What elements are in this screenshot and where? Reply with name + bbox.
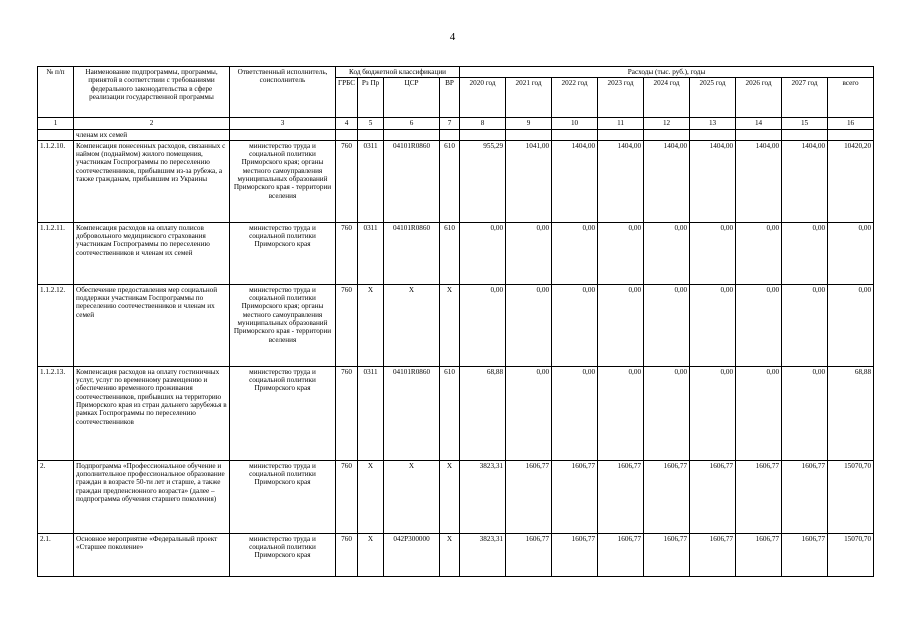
column-number: 2 [74, 118, 230, 129]
row-value: 0,00 [552, 366, 598, 460]
header-total: всего [828, 78, 874, 118]
table-row [38, 366, 874, 460]
row-rzpr: 0311 [358, 222, 384, 284]
column-number: 4 [336, 118, 358, 129]
row-value: 1606,77 [598, 460, 644, 533]
row-num: 1.1.2.12. [38, 284, 74, 366]
header-vr: ВР [440, 78, 460, 118]
row-value: 0,00 [690, 222, 736, 284]
column-number: 1 [38, 118, 74, 129]
header-year: 2025 год [690, 78, 736, 118]
header-year: 2022 год [552, 78, 598, 118]
row-num: 1.1.2.10. [38, 140, 74, 222]
row-executor: министерство труда и социальной политики Приморского края [230, 222, 336, 284]
row-value: 1606,77 [736, 533, 782, 576]
column-number: 7 [440, 118, 460, 129]
row-value: 1606,77 [644, 460, 690, 533]
header-year: 2023 год [598, 78, 644, 118]
row-value: 1606,77 [506, 533, 552, 576]
row-total: 0,00 [828, 284, 874, 366]
row-vr: Х [440, 284, 460, 366]
column-number: 3 [230, 118, 336, 129]
header-rzpr: Рз Пр [358, 78, 384, 118]
column-number: 15 [782, 118, 828, 129]
column-number: 8 [460, 118, 506, 129]
row-rzpr: Х [358, 460, 384, 533]
row-value: 0,00 [690, 366, 736, 460]
row-value: 1404,00 [690, 140, 736, 222]
row-value: 0,00 [644, 222, 690, 284]
row-grbs: 760 [336, 284, 358, 366]
row-value: 1404,00 [552, 140, 598, 222]
row-value: 1606,77 [736, 460, 782, 533]
row-num: 2.1. [38, 533, 74, 576]
row-value: 0,00 [782, 284, 828, 366]
header-csr: ЦСР [384, 78, 440, 118]
column-number: 16 [828, 118, 874, 129]
row-name: Компенсация понесенных расходов, связанных с наймом (поднаймом) жилого помещения, участникам Госпрограммы по переселению соотечественников, прибывшим из-за рубежа, а также гражданам, прибывшим из Украины [74, 140, 230, 222]
header-year: 2027 год [782, 78, 828, 118]
column-number: 11 [598, 118, 644, 129]
row-vr: 610 [440, 366, 460, 460]
header-year: 2024 год [644, 78, 690, 118]
row-value: 0,00 [506, 222, 552, 284]
row-total: 15070,70 [828, 460, 874, 533]
row-value: 0,00 [736, 284, 782, 366]
row-value: 1606,77 [690, 460, 736, 533]
table-row [38, 140, 874, 222]
row-value: 0,00 [782, 222, 828, 284]
row-total: 68,88 [828, 366, 874, 460]
header-budget-code: Код бюджетной классификации [336, 67, 460, 78]
header-expenses: Расходы (тыс. руб.), годы [460, 67, 874, 78]
row-vr: 610 [440, 222, 460, 284]
row-csr: 04101R0860 [384, 222, 440, 284]
row-value: 1404,00 [598, 140, 644, 222]
row-total: 0,00 [828, 222, 874, 284]
row-executor: министерство труда и социальной политики Приморского края [230, 460, 336, 533]
row-value: 1606,77 [552, 533, 598, 576]
column-number: 6 [384, 118, 440, 129]
row-rzpr: Х [358, 533, 384, 576]
row-value: 3823,31 [460, 533, 506, 576]
row-value: 0,00 [736, 222, 782, 284]
row-value: 1606,77 [552, 460, 598, 533]
row-csr: Х [384, 284, 440, 366]
row-value: 1606,77 [506, 460, 552, 533]
row-name: Подпрограмма «Профессиональное обучение и дополнительное профессиональное образование граждан в возрасте 50-ти лет и старше, а также граждан предпенсионного возраста» (далее – подпрограмма обучения старшего поколения) [74, 460, 230, 533]
row-value: 0,00 [598, 222, 644, 284]
row-vr: 610 [440, 140, 460, 222]
row-value: 955,29 [460, 140, 506, 222]
column-number: 10 [552, 118, 598, 129]
row-value: 1404,00 [782, 140, 828, 222]
row-value: 1404,00 [736, 140, 782, 222]
row-total: 15070,70 [828, 533, 874, 576]
row-rzpr: 0311 [358, 366, 384, 460]
table-row [38, 284, 874, 366]
row-grbs: 760 [336, 140, 358, 222]
row-name: Компенсация расходов на оплату гостиничных услуг, услуг по временному размещению и обеспечению временного проживания соотечественников, прибывших на территорию Приморского края из стран дальнего зарубежья в рамках Госпрограммы по переселению соотечественников [74, 366, 230, 460]
row-value: 1606,77 [644, 533, 690, 576]
row-value: 0,00 [690, 284, 736, 366]
header-executor: Ответственный исполнитель, соисполнитель [230, 67, 336, 118]
table-row [38, 460, 874, 533]
row-value: 68,88 [460, 366, 506, 460]
row-total: 10420,20 [828, 140, 874, 222]
row-grbs: 760 [336, 533, 358, 576]
page-number: 4 [449, 31, 456, 43]
column-number: 9 [506, 118, 552, 129]
column-number: 12 [644, 118, 690, 129]
row-executor: министерство труда и социальной политики Приморского края; органы местного самоуправления муниципальных образований Приморского края - территории вселения [230, 284, 336, 366]
row-executor: министерство труда и социальной политики Приморского края [230, 533, 336, 576]
header-year: 2026 год [736, 78, 782, 118]
row-value: 0,00 [460, 222, 506, 284]
row-vr: Х [440, 533, 460, 576]
row-value: 0,00 [644, 284, 690, 366]
table-row [38, 533, 874, 576]
row-value: 1606,77 [598, 533, 644, 576]
row-vr: Х [440, 460, 460, 533]
expenses-table [37, 66, 874, 577]
row-value: 1606,77 [690, 533, 736, 576]
row-value: 3823,31 [460, 460, 506, 533]
row-name: Основное мероприятие «Федеральный проект «Старшее поколение» [74, 533, 230, 576]
row-value: 0,00 [644, 366, 690, 460]
column-number: 13 [690, 118, 736, 129]
row-value: 0,00 [552, 284, 598, 366]
row-value: 0,00 [506, 366, 552, 460]
column-number: 5 [358, 118, 384, 129]
column-number: 14 [736, 118, 782, 129]
row-grbs: 760 [336, 460, 358, 533]
header-num: № п/п [38, 67, 74, 118]
row-value: 1041,00 [506, 140, 552, 222]
row-value: 0,00 [460, 284, 506, 366]
row-value: 0,00 [598, 366, 644, 460]
row-rzpr: Х [358, 284, 384, 366]
row-grbs: 760 [336, 366, 358, 460]
row-value: 0,00 [506, 284, 552, 366]
row-csr: 04101R0860 [384, 140, 440, 222]
row-value: 0,00 [598, 284, 644, 366]
row-name: Компенсация расходов на оплату полисов добровольного медицинского страхования участникам Госпрограммы по переселению соотечественников и членам их семей [74, 222, 230, 284]
row-name: Обеспечение предоставления мер социальной поддержки участникам Госпрограммы по переселению соотечественников и членам их семей [74, 284, 230, 366]
row-value: 0,00 [552, 222, 598, 284]
header-year: 2021 год [506, 78, 552, 118]
row-grbs: 760 [336, 222, 358, 284]
row-num: 1.1.2.11. [38, 222, 74, 284]
row-rzpr: 0311 [358, 140, 384, 222]
header-year: 2020 год [460, 78, 506, 118]
continuation-text: членам их семей [74, 129, 230, 140]
row-num: 2. [38, 460, 74, 533]
row-csr: 042P300000 [384, 533, 440, 576]
row-csr: Х [384, 460, 440, 533]
row-value: 1606,77 [782, 533, 828, 576]
header-grbs: ГРБС [336, 78, 358, 118]
row-value: 0,00 [782, 366, 828, 460]
table-row [38, 222, 874, 284]
row-executor: министерство труда и социальной политики Приморского края; органы местного самоуправления муниципальных образований Приморского края - территории вселения [230, 140, 336, 222]
row-value: 1606,77 [782, 460, 828, 533]
row-num: 1.1.2.13. [38, 366, 74, 460]
row-executor: министерство труда и социальной политики Приморского края [230, 366, 336, 460]
row-csr: 04101R0860 [384, 366, 440, 460]
header-name: Наименование подпрограммы, программы, принятой в соответствии с требованиями федерального законодательства в сфере реализации государственной программы [74, 67, 230, 118]
row-value: 1404,00 [644, 140, 690, 222]
row-value: 0,00 [736, 366, 782, 460]
